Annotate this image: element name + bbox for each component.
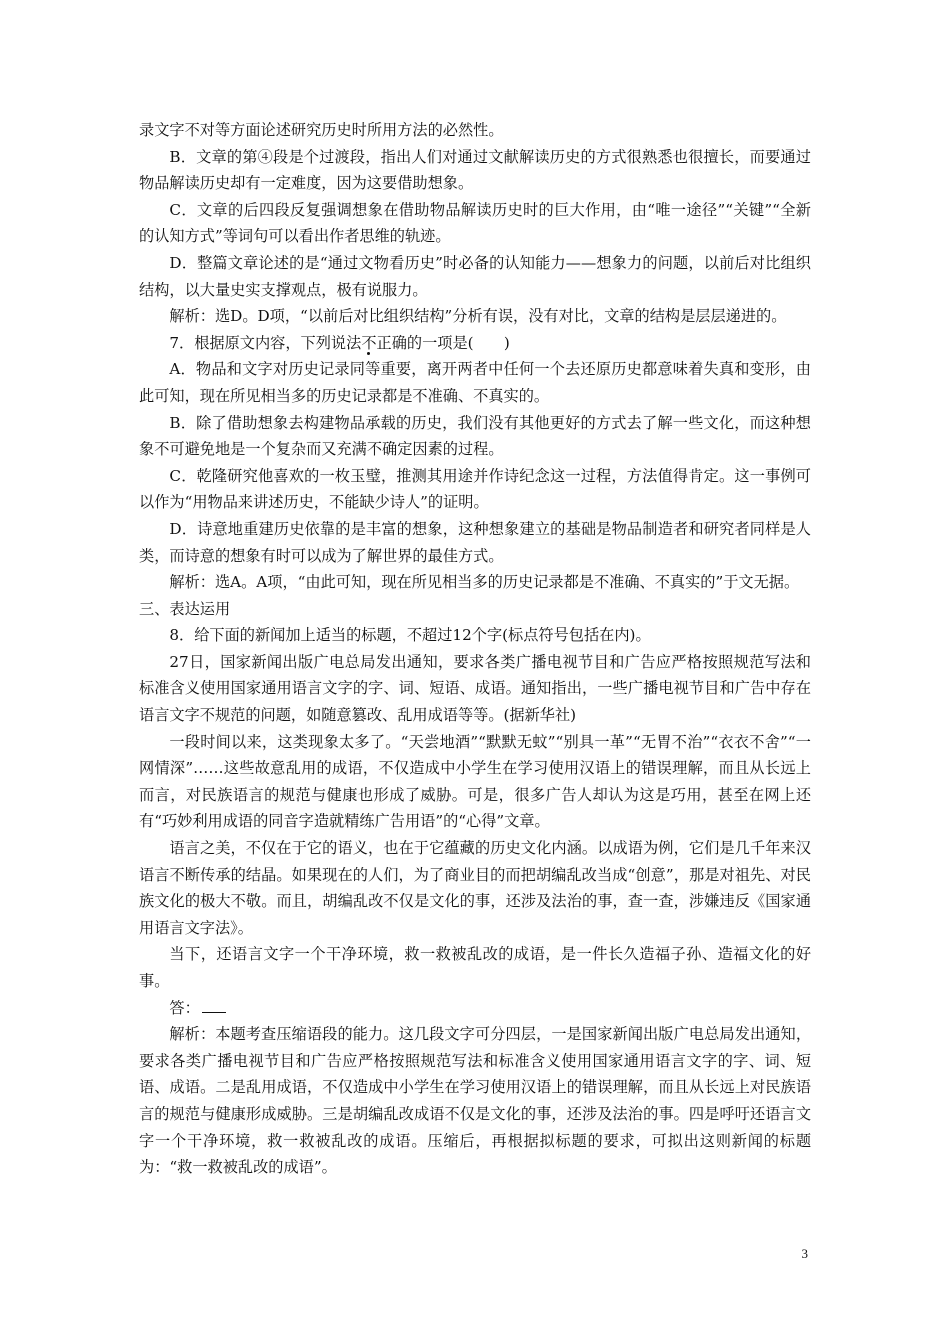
q7-analysis: 解析：选A。A项，“由此可知，现在所见相当多的历史记录都是不准确、不真实的”于文无据。 — [169, 573, 800, 592]
q7-option-b: B．除了借助想象去构建物品承载的历史，我们没有其他更好的方式去了解一些文化，而这种想象不可避免地是一个复杂而又充满不确定因素的过程。 — [139, 413, 811, 459]
answer-blank — [202, 1000, 226, 1013]
news-paragraph-4: 当下，还语言文字一个干净环境，救一救被乱改的成语，是一件长久造福子孙、造福文化的好事。 — [139, 945, 811, 990]
body-text — [139, 117, 811, 1181]
q6-option-b: B．文章的第④段是个过渡段，指出人们对通过文献解读历史的方式很熟悉也很擅长，而要通过物品解读历史却有一定难度，因为这要借助想象。 — [139, 147, 811, 193]
q6-analysis: 解析：选D。D项，“以前后对比组织结构”分析有误，没有对比，文章的结构是层层递进的。 — [169, 307, 787, 326]
news-paragraph-2: 一段时间以来，这类现象太多了。“天尝地酒”“默默无蚊”“别具一革”“无胃不治”“衣衣不舍”“一网情深”……这些故意乱用的成语，不仅造成中小学生在学习使用汉语上的错误理解，而且从长远上而言，对民族语言的规范与健康也形成了威胁。可是，很多广告人却认为这是巧用，甚至在网上还有“巧妙利用成语的同音字造就精练广告用语”的“心得”文章。 — [139, 732, 811, 831]
q8-analysis: 解析：本题考查压缩语段的能力。这几段文字可分四层，一是国家新闻出版广电总局发出通知，要求各类广播电视节目和广告应严格按照规范写法和标准含义使用国家通用语言文字的字、词、短语、成语。二是乱用成语，不仅造成中小学生在学习使用汉语上的错误理解，而且从长远上对民族语言的规范与健康形成威胁。三是胡编乱改成语不仅是文化的事，还涉及法治的事。四是呼吁还语言文字一个干净环境，救一救被乱改的成语。压缩后，再根据拟标题的要求，可拟出这则新闻的标题为：“救一救被乱改的成语”。 — [139, 1025, 811, 1177]
q7-stem — [139, 330, 811, 357]
q7-stem-post: 正确的一项是( ) — [376, 333, 510, 352]
answer-label: 答： — [169, 998, 200, 1017]
q7-stem-pre: 7．根据原文内容，下列说法 — [169, 333, 362, 352]
section-heading: 三、表达运用 — [139, 599, 231, 618]
q8-stem: 8．给下面的新闻加上适当的标题，不超过12个字(标点符号包括在内)。 — [169, 626, 651, 645]
q7-option-c: C．乾隆研究他喜欢的一枚玉璧，推测其用途并作诗纪念这一过程，方法值得肯定。这一事例可以作为“用物品来讲述历史，不能缺少诗人”的证明。 — [139, 466, 811, 512]
page-number: 3 — [801, 1246, 808, 1261]
continued-line: 录文字不对等方面论述研究历史时所用方法的必然性。 — [139, 121, 504, 139]
q7-option-d: D．诗意地重建历史依靠的是丰富的想象，这种想象建立的基础是物品制造者和研究者同样是人类，而诗意的想象有时可以成为了解世界的最佳方式。 — [139, 519, 811, 565]
q6-option-d: D．整篇文章论述的是“通过文物看历史”时必备的认知能力——想象力的问题，以前后对比组织结构，以大量史实支撑观点，极有说服力。 — [139, 253, 811, 299]
news-paragraph-1: 27日，国家新闻出版广电总局发出通知，要求各类广播电视节目和广告应严格按照规范写法和标准含义使用国家通用语言文字的字、词、短语、成语。通知指出，一些广播电视节目和广告中存在语言文字不规范的问题，如随意篡改、乱用成语等等。(据新华社) — [139, 652, 811, 725]
q7-emphasis-mark: 不 — [361, 333, 377, 352]
q6-option-c: C．文章的后四段反复强调想象在借助物品解读历史时的巨大作用，由“唯一途径”“关键”“全新的认知方式”等词句可以看出作者思维的轨迹。 — [139, 200, 811, 246]
news-paragraph-3: 语言之美，不仅在于它的语义，也在于它蕴藏的历史文化内涵。以成语为例，它们是几千年来汉语言不断传承的结晶。如果现在的人们，为了商业目的而把胡编乱改当成“创意”，那是对祖先、对民族文化的极大不敬。而且，胡编乱改不仅是文化的事，还涉及法治的事，查一查，涉嫌违反《国家通用语言文字法》。 — [139, 839, 811, 937]
answer-line — [139, 995, 811, 1022]
q7-option-a: A．物品和文字对历史记录同等重要，离开两者中任何一个去还原历史都意味着失真和变形，由此可知，现在所见相当多的历史记录都是不准确、不真实的。 — [139, 360, 811, 405]
